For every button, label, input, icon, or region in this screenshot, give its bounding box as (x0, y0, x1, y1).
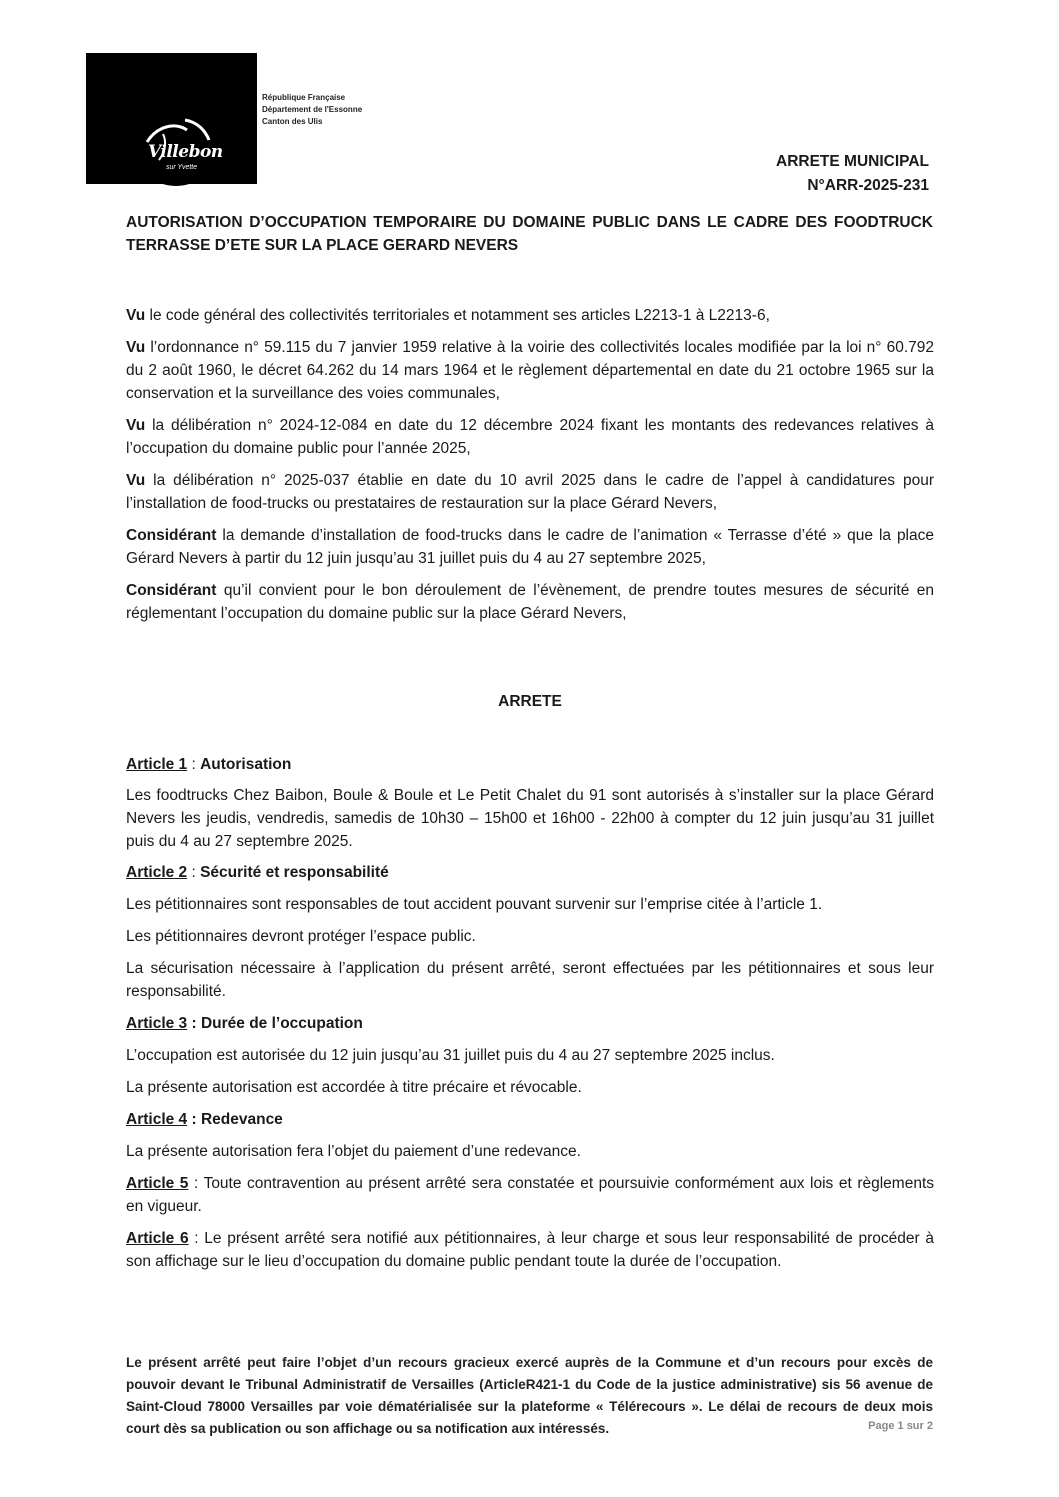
article-6 (126, 1227, 934, 1273)
article-title: Redevance (200, 1111, 283, 1128)
article-label: Article 4 (126, 1111, 188, 1128)
article-separator: : (188, 1230, 205, 1247)
legal-recourse-notice: Le présent arrêté peut faire l’objet d’un recours gracieux exercé auprès de la Commune et d’un recours pour excès de pouvoir devant le Tribunal Administratif de Versailles (ArticleR421-1 du Code de la justice administrative) sis 56 avenue de Saint-Cloud 78000 Versailles par voie dématérialisée sur la plateforme « Télérecours ». Le délai de recours de deux mois court dès sa publication ou son affichage ou sa notification aux intéressés. (126, 1355, 933, 1436)
article-paragraph: Les pétitionnaires sont responsables de tout accident pouvant survenir sur l’emprise citée à l’article 1. (126, 896, 823, 913)
article-paragraph: Les foodtrucks Chez Baibon, Boule & Boule et Le Petit Chalet du 91 sont autorisés à s’installer sur la place Gérard Nevers les jeudis, vendredis, samedis de 10h30 – 15h00 et 16h00 - 22h00 à compter du 12 juin jusqu’au 31 juillet puis du 4 au 27 septembre 2025. (126, 787, 934, 850)
article-label: Article 5 (126, 1175, 189, 1192)
decree-type: ARRETE MUNICIPAL (776, 153, 929, 170)
consideration-text: l’ordonnance n° 59.115 du 7 janvier 1959 relative à la voirie des collectivités locales modifiée par la loi n° 60.792 du 2 août 1960, le décret 64.262 du 14 mars 1964 et le règlement départemental en date du 21 octobre 1965 sur la conservation et la surveillance des voies communales, (126, 339, 934, 402)
republic-line: République Française (262, 93, 346, 102)
article-5 (126, 1172, 934, 1218)
article-text: Toute contravention au présent arrêté sera constatée et poursuivie conformément aux lois et règlements en vigueur. (126, 1175, 935, 1215)
consideration-item (126, 414, 934, 460)
consideration-lead: Vu (126, 417, 146, 434)
article-paragraph: La présente autorisation fera l’objet du paiement d’une redevance. (126, 1143, 581, 1160)
consideration-item (126, 304, 934, 327)
article-label: Article 3 (126, 1015, 188, 1032)
article-paragraph: Les pétitionnaires devront protéger l’espace public. (126, 928, 476, 945)
article-paragraph: La présente autorisation est accordée à titre précaire et révocable. (126, 1079, 582, 1096)
consideration-lead: Vu (126, 307, 146, 324)
article-label: Article 6 (126, 1230, 189, 1247)
consideration-text: qu’il convient pour le bon déroulement de l’évènement, de prendre toutes mesures de sécurité en réglementant l’occupation du domaine public sur la place Gérard Nevers, (126, 582, 934, 622)
consideration-item (126, 579, 934, 625)
consideration-text: la demande d’installation de food-trucks dans le cadre de l’animation « Terrasse d’été » que la place Gérard Nevers à partir du 12 juin jusqu’au 31 juillet puis du 4 au 27 septembre 2025, (126, 527, 934, 567)
considerations (126, 304, 934, 625)
logo-text: Villebon (148, 142, 223, 162)
canton-line: Canton des Ulis (262, 117, 323, 126)
decree-reference (776, 150, 929, 198)
consideration-item (126, 524, 934, 570)
arrete-heading: ARRETE (498, 693, 562, 710)
consideration-lead: Vu (126, 472, 146, 489)
logo-subtext: sur Yvette (166, 164, 198, 171)
consideration-lead: Considérant (126, 582, 217, 599)
article-separator: : (187, 864, 201, 881)
article-separator: : (187, 756, 201, 773)
decree-number: N°ARR-2025-231 (807, 177, 929, 194)
article-3-heading (126, 1012, 934, 1035)
consideration-lead: Vu (126, 339, 146, 356)
document-title: AUTORISATION D’OCCUPATION TEMPORAIRE DU DOMAINE PUBLIC DANS LE CADRE DES FOODTRUCK TERRASSE D’ETE SUR LA PLACE GERARD NEVERS (126, 214, 933, 254)
article-label: Article 1 (126, 756, 188, 773)
article-title: Sécurité et responsabilité (200, 864, 389, 881)
article-paragraph: L’occupation est autorisée du 12 juin jusqu’au 31 juillet puis du 4 au 27 septembre 2025 inclus. (126, 1047, 775, 1064)
administrative-header (262, 92, 362, 128)
consideration-text: la délibération n° 2024-12-084 en date du 12 décembre 2024 fixant les montants des redevances relatives à l’occupation du domaine public pour l’année 2025, (126, 417, 934, 457)
consideration-lead: Considérant (126, 527, 217, 544)
article-separator: : (187, 1015, 201, 1032)
consideration-item (126, 469, 934, 515)
article-title: Durée de l’occupation (200, 1015, 363, 1032)
consideration-text: le code général des collectivités territoriales et notamment ses articles L2213-1 à L2213-6, (145, 307, 770, 324)
article-text: Le présent arrêté sera notifié aux pétitionnaires, à leur charge et sous leur responsabilité de procéder à son affichage sur le lieu d’occupation du domaine public pendant toute la durée de l’occupation. (126, 1230, 934, 1270)
article-title: Autorisation (200, 756, 292, 773)
consideration-item (126, 336, 934, 405)
article-4-heading (126, 1108, 934, 1131)
article-2-heading (126, 861, 934, 884)
page-number: Page 1 sur 2 (868, 1420, 933, 1432)
article-separator: : (187, 1111, 201, 1128)
article-label: Article 2 (126, 864, 188, 881)
consideration-text: la délibération n° 2025-037 établie en date du 10 avril 2025 dans le cadre de l’appel à candidatures pour l’installation de food-trucks ou prestataires de restauration sur la place Gérard Nevers, (126, 472, 934, 512)
article-1-heading (126, 753, 934, 776)
article-separator: : (188, 1175, 204, 1192)
department-line: Département de l'Essonne (262, 105, 363, 114)
articles (126, 753, 934, 1273)
article-paragraph: La sécurisation nécessaire à l’application du présent arrêté, seront effectuées par les pétitionnaires et sous leur responsabilité. (126, 960, 934, 1000)
